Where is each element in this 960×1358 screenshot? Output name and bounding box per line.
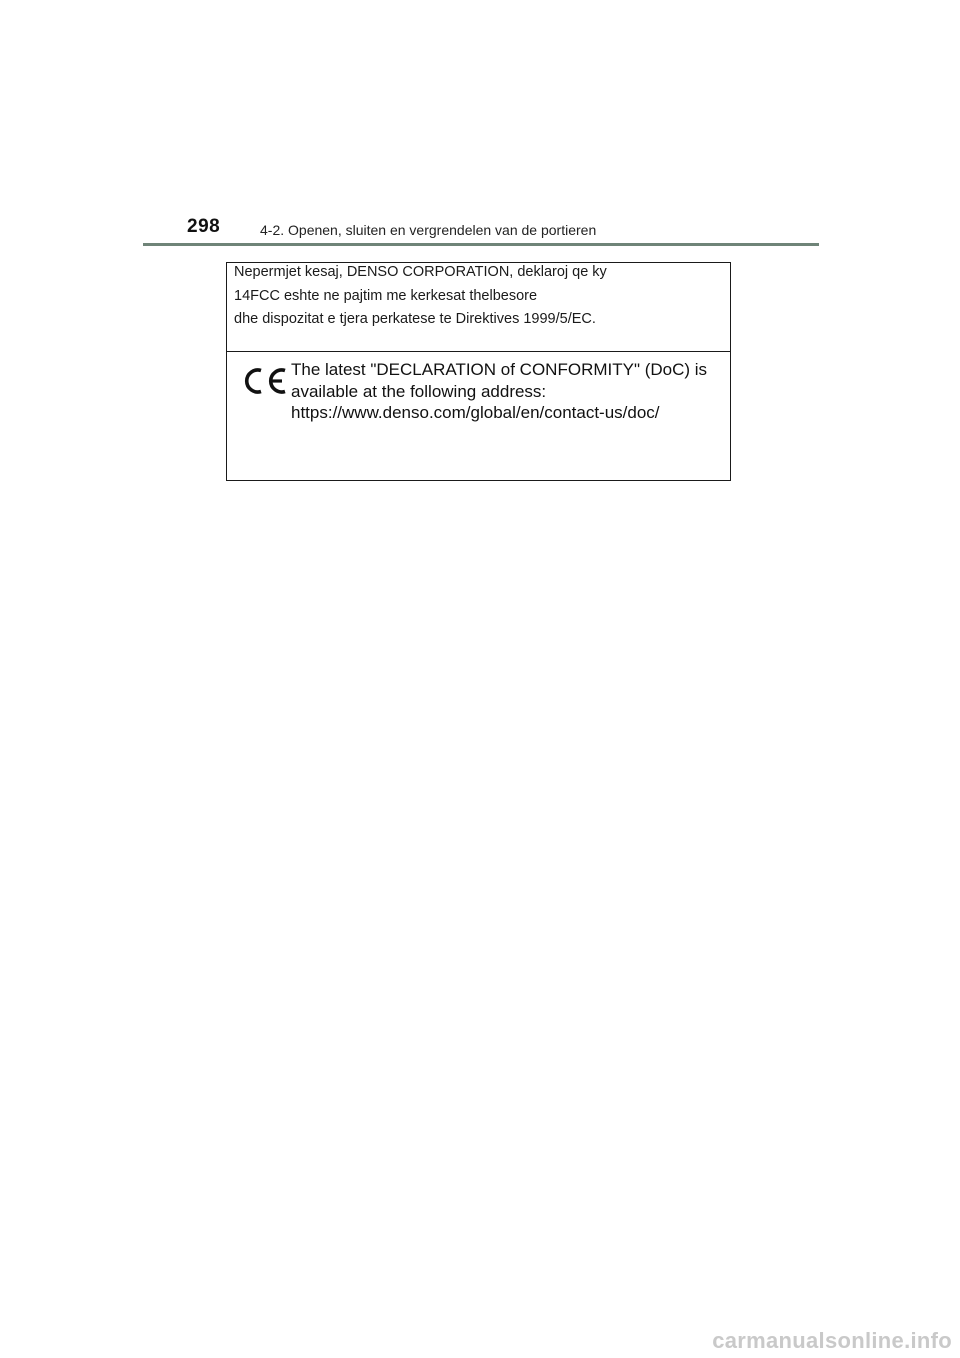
- notice-top-section: [227, 263, 730, 352]
- notice-line: 14FCC eshte ne pajtim me kerkesat thelbesore: [234, 288, 538, 304]
- header-rule: [143, 243, 819, 246]
- doc-url[interactable]: https://www.denso.com/global/en/contact-us/doc/: [291, 403, 660, 422]
- notice-box: [226, 262, 731, 481]
- page-number: 298: [187, 216, 221, 237]
- notice-line: Nepermjet kesaj, DENSO CORPORATION, deklaroj qe ky: [234, 264, 607, 280]
- watermark: carmanualsonline.info: [712, 1328, 952, 1353]
- ce-mark-icon: [240, 366, 290, 396]
- notice-line: dhe dispozitat e tjera perkatese te Direktives 1999/5/EC.: [234, 311, 596, 327]
- section-title: 4-2. Openen, sluiten en vergrendelen van de portieren: [260, 222, 597, 238]
- doc-line: available at the following address:: [291, 382, 547, 401]
- doc-line: The latest "DECLARATION of CONFORMITY" (DoC) is: [291, 360, 708, 379]
